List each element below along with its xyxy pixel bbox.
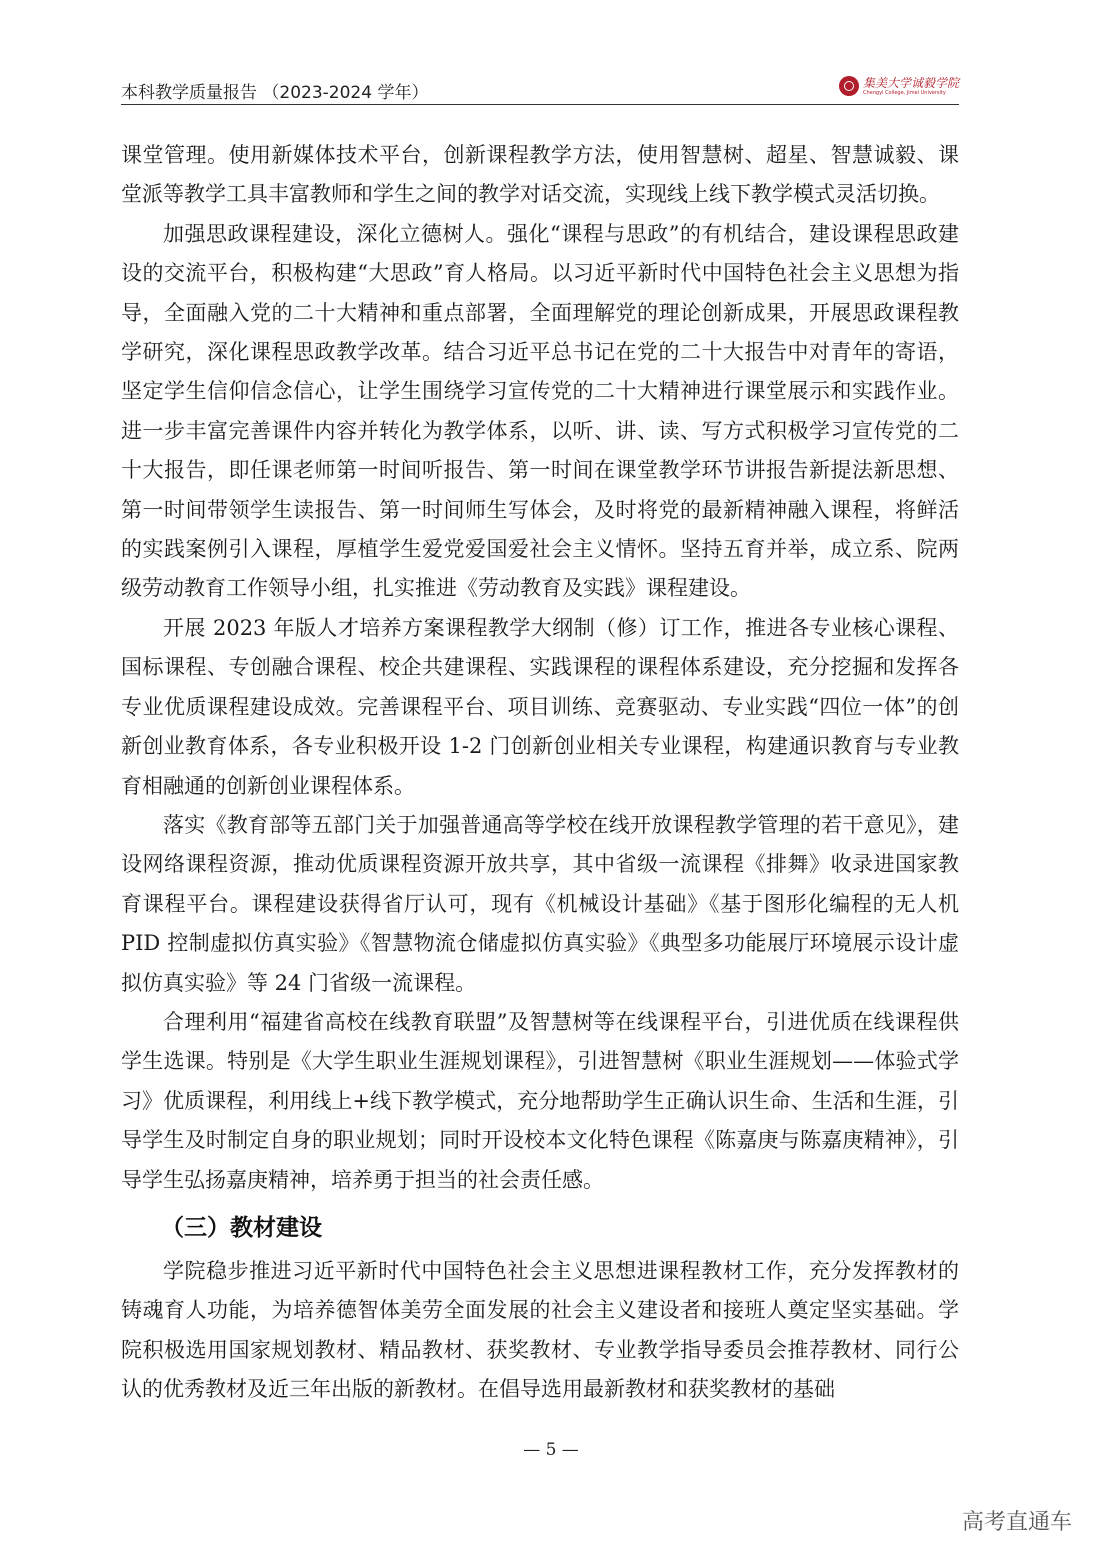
college-seal-icon: [839, 76, 859, 96]
college-logo: [839, 76, 959, 96]
page-number: — 5 —: [523, 1440, 579, 1460]
page-header: [121, 76, 959, 105]
watermark: 高考直通车: [961, 1510, 1072, 1535]
paragraph: 落实《教育部等五部门关于加强普通高等学校在线开放课程教学管理的若干意见》，建设网络课程资源，推动优质课程资源开放共享，其中省级一流课程《排舞》收录进国家教育课程平台。课程建设获得省厅认可，现有《机械设计基础》《基于图形化编程的无人机 PID 控制虚拟仿真实验》《智慧物流仓储虚拟仿真实验》《典型多功能展厅环境展示设计虚拟仿真实验》等 24 门省级一流课程。: [121, 812, 959, 995]
report-title: 本科教学质量报告 （2023-2024 学年）: [121, 83, 429, 103]
logo-english-name: Chengyi College, Jimei University: [862, 89, 946, 96]
body-content: [121, 136, 959, 1410]
paragraph: 加强思政课程建设，深化立德树人。强化“课程与思政”的有机结合，建设课程思政建设的交流平台，积极构建“大思政”育人格局。以习近平新时代中国特色社会主义思想为指导，全面融入党的二十大精神和重点部署，全面理解党的理论创新成果，开展思政课程教学研究，深化课程思政教学改革。结合习近平总书记在党的二十大报告中对青年的寄语，坚定学生信仰信念信心，让学生围绕学习宣传党的二十大精神进行课堂展示和实践作业。进一步丰富完善课件内容并转化为教学体系，以听、讲、读、写方式积极学习宣传党的二十大报告，即任课老师第一时间听报告、第一时间在课堂教学环节讲报告新提法新思想、第一时间带领学生读报告、第一时间师生写体会，及时将党的最新精神融入课程，将鲜活的实践案例引入课程，厚植学生爱党爱国爱社会主义情怀。坚持五育并举，成立系、院两级劳动教育工作领导小组，扎实推进《劳动教育及实践》课程建设。: [121, 221, 959, 601]
paragraph: 合理利用“福建省高校在线教育联盟”及智慧树等在线课程平台，引进优质在线课程供学生选课。特别是《大学生职业生涯规划课程》，引进智慧树《职业生涯规划——体验式学习》优质课程，利用线上+线下教学模式，充分地帮助学生正确认识生命、生活和生涯，引导学生及时制定自身的职业规划；同时开设校本文化特色课程《陈嘉庚与陈嘉庚精神》，引导学生弘扬嘉庚精神，培养勇于担当的社会责任感。: [121, 1009, 959, 1192]
paragraph: 学院稳步推进习近平新时代中国特色社会主义思想进课程教材工作，充分发挥教材的铸魂育人功能，为培养德智体美劳全面发展的社会主义建设者和接班人奠定坚实基础。学院积极选用国家规划教材、精品教材、获奖教材、专业教学指导委员会推荐教材、同行公认的优秀教材及近三年出版的新教材。在倡导选用最新教材和获奖教材的基础: [121, 1258, 959, 1402]
section-heading: （三）教材建设: [161, 1214, 322, 1241]
logo-chinese-name: 集美大学诚毅学院: [862, 75, 959, 90]
paragraph: 开展 2023 年版人才培养方案课程教学大纲制（修）订工作，推进各专业核心课程、国标课程、专创融合课程、校企共建课程、实践课程的课程体系建设，充分挖掘和发挥各专业优质课程建设成效。完善课程平台、项目训练、竞赛驱动、专业实践“四位一体”的创新创业教育体系，各专业积极开设 1-2 门创新创业相关专业课程，构建通识教育与专业教育相融通的创新创业课程体系。: [121, 615, 959, 798]
paragraph: 课堂管理。使用新媒体技术平台，创新课程教学方法，使用智慧树、超星、智慧诚毅、课堂派等教学工具丰富教师和学生之间的教学对话交流，实现线上线下教学模式灵活切换。: [121, 143, 959, 207]
